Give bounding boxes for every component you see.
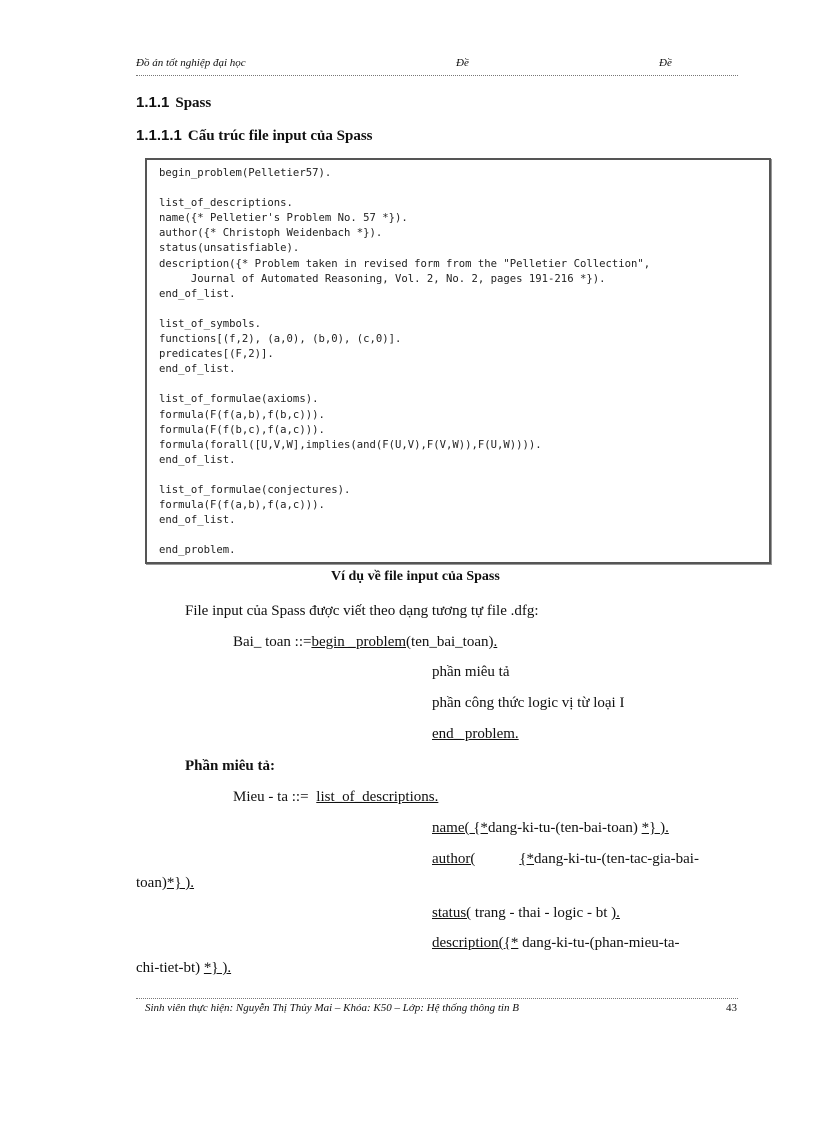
code-line: formula(F(f(a,b),f(b,c))). (159, 408, 325, 421)
description-rule-continuation (136, 960, 231, 977)
heading-text: Cấu trúc file input của Spass (187, 128, 373, 144)
description-body: dang-ki-tu-(phan-mieu-ta- (518, 935, 680, 951)
author-brace: {* (519, 851, 535, 867)
heading-number: 1.1.1 (136, 94, 170, 111)
bai-toan-rule (233, 634, 497, 651)
code-listing (159, 166, 650, 558)
code-line: end_of_list. (159, 287, 236, 300)
code-line: list_of_formulae(axioms). (159, 393, 319, 406)
status-close: ). (611, 905, 620, 921)
code-line (159, 528, 650, 543)
rule-item-mieu-ta: phần miêu tả (432, 664, 510, 680)
code-line: end_of_list. (159, 363, 236, 376)
header-left: Đồ án tốt nghiệp đại học (136, 57, 246, 69)
heading-number: 1.1.1.1 (136, 127, 182, 144)
heading-1-1-1 (136, 94, 211, 112)
bai-toan-lhs: Bai_ toan ::= (233, 634, 312, 650)
heading-1-1-1-1 (136, 127, 373, 145)
author-open: author( (432, 851, 476, 867)
status-body: trang - thai - logic - bt (471, 905, 612, 921)
code-line: list_of_descriptions. (159, 197, 293, 210)
author-close: *} ). (166, 875, 195, 891)
code-line: end_of_list. (159, 453, 236, 466)
code-example-box (145, 158, 771, 564)
code-line: begin_problem(Pelletier57). (159, 167, 332, 179)
code-line: description({* Problem taken in revised form from the "Pelletier Collection", (159, 257, 651, 270)
description-brace: {* (503, 935, 519, 951)
name-close: *} ). (641, 820, 669, 836)
status-rule (432, 905, 620, 922)
name-open: name( {* (432, 820, 488, 836)
end-problem-keyword: end_ problem. (432, 726, 519, 742)
status-open: status( (432, 905, 472, 921)
bai-toan-arg: (ten_bai_toan) (406, 634, 494, 650)
description-close: *} ). (203, 960, 232, 976)
mieu-ta-lhs: Mieu - ta ::= (233, 789, 309, 805)
list-of-descriptions: list_of_descriptions. (316, 789, 439, 805)
footer-rule (136, 998, 738, 999)
code-line: Journal of Automated Reasoning, Vol. 2, No. 2, pages 191-216 *}). (159, 272, 606, 285)
heading-text: Spass (175, 95, 212, 111)
code-line (159, 468, 650, 483)
code-line: functions[(f,2), (a,0), (b,0), (c,0)]. (159, 333, 402, 346)
header-rule (136, 75, 738, 76)
code-line: name({* Pelletier's Problem No. 57 *}). (159, 212, 408, 225)
code-line: formula(forall([U,V,W],implies(and(F(U,V),F(V,W)),F(U,W)))). (159, 438, 542, 451)
begin-problem-keyword: begin _problem (311, 634, 407, 650)
code-line: author({* Christoph Weidenbach *}). (159, 227, 383, 240)
intro-paragraph: File input của Spass được viết theo dạng tương tự file .dfg: (185, 603, 539, 619)
code-line: formula(F(f(b,c),f(a,c))). (159, 423, 325, 436)
code-line: formula(F(f(a,b),f(a,c))). (159, 499, 325, 512)
name-rule (432, 820, 669, 837)
author-body: dang-ki-tu-(ten-tac-gia-bai- (534, 851, 699, 867)
code-line: predicates[(F,2)]. (159, 348, 274, 361)
author-rule (432, 851, 699, 868)
name-body: dang-ki-tu-(ten-bai-toan) (487, 820, 638, 836)
description-rule (432, 935, 680, 952)
figure-caption: Ví dụ về file input của Spass (331, 569, 500, 584)
code-line: end_problem. (159, 544, 236, 557)
code-line: status(unsatisfiable). (159, 242, 300, 255)
footer-author: Sinh viên thực hiện: Nguyễn Thị Thủy Mai – Khóa: K50 – Lớp: Hệ thống thông tin B (145, 1002, 519, 1014)
bai-toan-end: . (493, 634, 498, 650)
author-cont: toan) (136, 875, 167, 891)
description-open: description( (432, 935, 504, 951)
page-number: 43 (726, 1002, 737, 1014)
rule-item-cong-thuc: phần công thức logic vị từ loại I (432, 695, 625, 711)
code-line: list_of_formulae(conjectures). (159, 483, 351, 496)
description-cont: chi-tiet-bt) (136, 960, 201, 976)
code-line (159, 181, 650, 196)
code-line (159, 377, 650, 392)
code-line: list_of_symbols. (159, 317, 262, 330)
header-right: Đề (659, 57, 672, 69)
section-title-mieu-ta: Phần miêu tả: (185, 758, 275, 774)
author-rule-continuation (136, 875, 194, 892)
header-center: Đề (456, 57, 469, 69)
code-line: end_of_list. (159, 514, 236, 527)
mieu-ta-rule (233, 789, 438, 806)
code-line (159, 302, 650, 317)
